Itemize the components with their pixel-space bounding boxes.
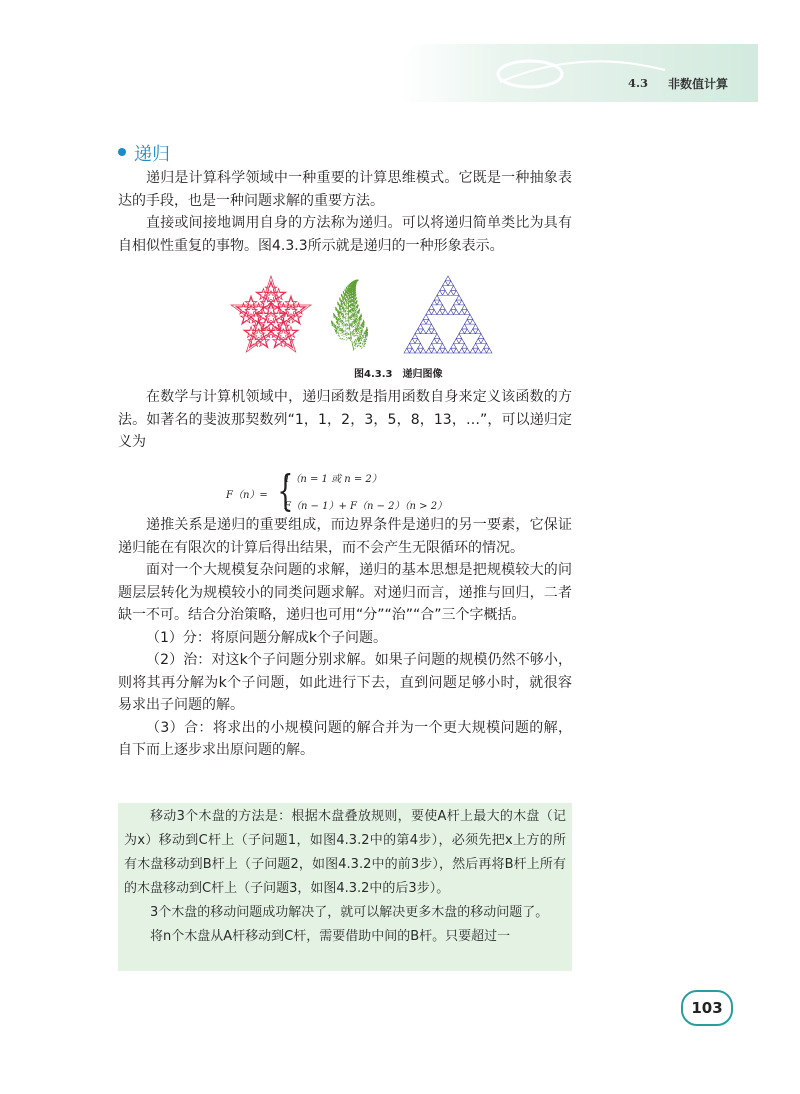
body-text-2 <box>118 514 572 762</box>
header-section-number: 4.3 <box>628 76 649 90</box>
recursion-figures <box>226 273 566 361</box>
formula-case-2: F（n − 1）+ F（n − 2）（n > 2） <box>284 501 448 512</box>
page-number: 103 <box>681 990 733 1026</box>
fractal-star-icon <box>231 276 311 352</box>
paragraph: 递归是计算科学领域中一种重要的计算思维模式。它既是一种抽象表达的手段，也是一种问题求解的重要方法。 <box>118 170 572 209</box>
header-section-title: 非数值计算 <box>668 77 729 91</box>
header-band <box>400 44 758 102</box>
left-brace: { <box>277 466 294 515</box>
formula-lhs: F（n）= <box>226 490 268 501</box>
section-heading <box>118 140 170 166</box>
paragraph: 在数学与计算机领域中，递归函数是指用函数自身来定义该函数的方法。如著名的斐波那契数列“1，1，2，3，5，8，13，…”，可以递归定义为 <box>118 389 572 450</box>
paragraph: （2）治：对这k个子问题分别求解。如果子问题的规模仍然不够小，则将其再分解为k个子问题，如此进行下去，直到问题足够小时，就很容易求出子问题的解。 <box>118 652 572 713</box>
paragraph: 面对一个大规模复杂问题的求解，递归的基本思想是把规模较大的问题层层转化为规模较小的同类问题求解。对递归而言，递推与回归，二者缺一不可。结合分治策略，递归也可用“分”“治”“合”三个字概括。 <box>118 562 572 623</box>
formula-case-1: 1（n = 1 或 n = 2） <box>284 474 382 485</box>
note-paragraph: 3个木盘的移动问题成功解决了，就可以解决更多木盘的移动问题了。 <box>150 905 549 920</box>
figure-caption: 图4.3.3 递归图像 <box>354 369 443 380</box>
note-box <box>118 803 572 971</box>
note-paragraph: 将n个木盘从A杆移动到C杆，需要借助中间的B杆。只要超过一 <box>150 929 511 944</box>
paragraph: 递推关系是递归的重要组成，而边界条件是递归的另一要素，它保证递归能在有限次的计算后得出结果，而不会产生无限循环的情况。 <box>118 517 572 556</box>
note-paragraph: 移动3个木盘的方法是：根据木盘叠放规则，要使A杆上最大的木盘（记为x）移动到C杆上（子问题1，如图4.3.2中的第4步），必须先把x上方的所有木盘移动到B杆上（子问题2，如图4.3.2中的前3步），然后再将B杆上所有的木盘移动到C杆上（子问题3，如图4.3.2中的后3步）。 <box>124 809 566 896</box>
fern-leaf-icon <box>331 280 368 350</box>
sierpinski-triangle-icon <box>404 276 492 353</box>
paragraph: 直接或间接地调用自身的方法称为递归。可以将递归简单类比为具有自相似性重复的事物。图4.3.3所示就是递归的一种形象表示。 <box>118 215 572 254</box>
bullet-icon <box>118 148 126 156</box>
paragraph: （1）分：将原问题分解成k个子问题。 <box>146 629 388 646</box>
body-text-1 <box>118 386 572 454</box>
section-title: 递归 <box>134 144 170 165</box>
intro-text <box>118 167 572 257</box>
paragraph: （3）合：将求出的小规模问题的解合并为一个更大规模问题的解，自下而上逐步求出原问题的解。 <box>118 719 572 758</box>
